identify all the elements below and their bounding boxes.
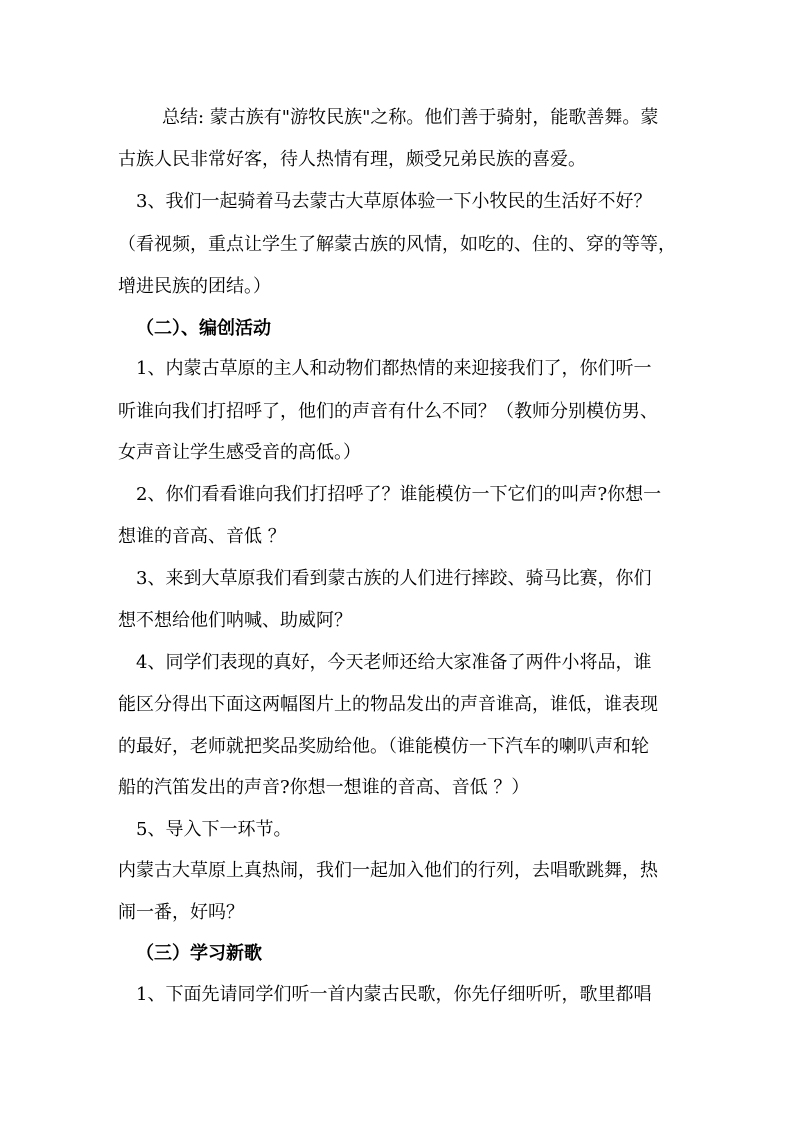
video-note-line-2: 增进民族的团结。） <box>118 276 271 297</box>
activity-1-line-1: 1、内蒙古草原的主人和动物们都热情的来迎接我们了，你们听一 <box>136 358 652 379</box>
activity-5-line: 5、导入下一环节。 <box>136 819 292 840</box>
activity-1-line-3: 女声音让学生感受音的高低。） <box>118 442 361 463</box>
activity-3-line-1: 3、来到大草原我们看到蒙古族的人们进行摔跤、骑马比赛，你们 <box>136 568 652 589</box>
section-heading-2: （二）、编创活动 <box>136 318 271 339</box>
activity-4-line-2: 能区分得出下面这两幅图片上的物品发出的声音谁高，谁低，谁表现 <box>118 694 658 715</box>
section-heading-3: （三）学习新歌 <box>136 943 262 964</box>
video-note-line-1: （看视频，重点让学生了解蒙古族的风情，如吃的、住的、穿的等等， <box>118 234 676 255</box>
activity-4-line-4: 船的汽笛发出的声音?你想一想谁的音高、音低 ？） <box>118 777 530 798</box>
transition-line-1: 内蒙古大草原上真热闹，我们一起加入他们的行列，去唱歌跳舞，热 <box>118 860 658 881</box>
summary-line-2: 古族人民非常好客，待人热情有理，颇受兄弟民族的喜爱。 <box>118 149 586 170</box>
new-song-line-1: 1、下面先请同学们听一首内蒙古民歌，你先仔细听听，歌里都唱 <box>136 984 652 1005</box>
activity-4-line-1: 4、同学们表现的真好，今天老师还给大家准备了两件小将品，谁 <box>136 652 652 673</box>
activity-3-line-2: 想不想给他们呐喊、助威阿？ <box>118 610 352 631</box>
activity-2-line-2: 想谁的音高、音低 ？ <box>118 526 286 547</box>
transition-line-2: 闹一番，好吗？ <box>118 902 244 923</box>
item-3-line: 3、我们一起骑着马去蒙古大草原体验一下小牧民的生活好不好？ <box>136 191 652 212</box>
activity-1-line-2: 听谁向我们打招呼了，他们的声音有什么不同？（教师分别模仿男、 <box>118 401 658 422</box>
activity-2-line-1: 2、你们看看谁向我们打招呼了？谁能模仿一下它们的叫声?你想一 <box>136 484 662 505</box>
activity-4-line-3: 的最好，老师就把奖品奖励给他。（谁能模仿一下汽车的喇叭声和轮 <box>118 736 649 757</box>
summary-line-1: 总结: 蒙古族有"游牧民族"之称。他们善于骑射，能歌善舞。蒙 <box>162 107 659 128</box>
